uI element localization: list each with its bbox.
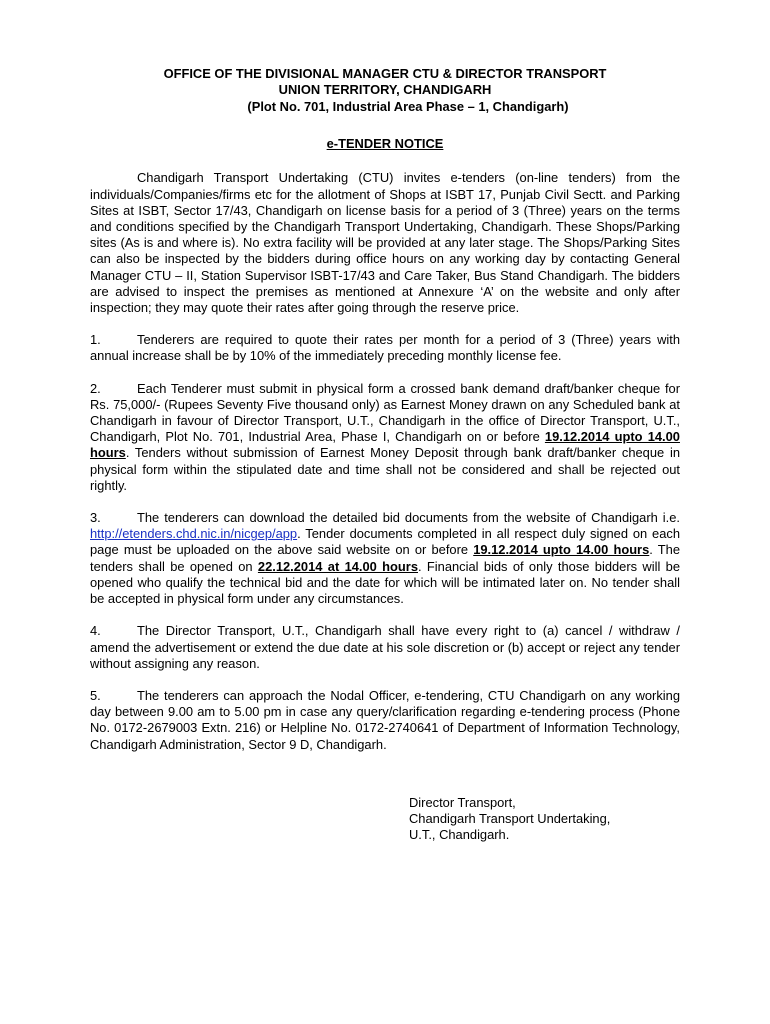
upload-deadline: 19.12.2014 upto 14.00 hours: [473, 542, 650, 558]
clause-number: 4.: [90, 623, 101, 639]
clause-number: 1.: [90, 332, 101, 348]
clause-3: [90, 510, 680, 607]
signature-block: [90, 795, 680, 844]
header-territory: UNION TERRITORY, CHANDIGARH: [278, 82, 492, 98]
clause-number: 2.: [90, 380, 101, 396]
signatory-organisation: Chandigarh Transport Undertaking,: [409, 811, 611, 827]
clause-text: The tenderers can download the detailed bid documents from the website of Chandigarh i.e.: [137, 510, 680, 526]
clause-text: Tenderers are required to quote their rates per month for a period of 3 (Three) years with annual increase shall be by 10% of the immediately preceding monthly license fee.: [90, 332, 680, 364]
tender-notice-page: [90, 66, 680, 844]
notice-title: e-TENDER NOTICE: [326, 136, 444, 152]
clause-text: . Financial bids of only those bidders will be opened who qualify the technical bid and the date for which will be intimated later on. No tender shall be accepted in physical form under any circumstances.: [90, 558, 681, 607]
clause-2: [90, 381, 680, 494]
clause-5: [90, 688, 680, 753]
clause-4: [90, 623, 680, 672]
header-address: (Plot No. 701, Industrial Area Phase – 1, Chandigarh): [247, 98, 569, 114]
clause-number: 5.: [90, 687, 101, 703]
signatory-title: Director Transport,: [409, 794, 516, 810]
etenders-link[interactable]: http://etenders.chd.nic.in/nicgep/app: [90, 526, 298, 542]
clause-text: . The tenders shall be opened on: [90, 542, 680, 574]
clause-text: . Tender documents completed in all respect duly signed on each page must be uploaded on the above said website on or before: [90, 526, 680, 558]
emd-deadline: 19.12.2014 upto 14.00 hours: [90, 429, 680, 461]
office-header: [90, 66, 680, 115]
clause-text: . Tenders without submission of Earnest Money Deposit through bank draft/banker cheque in physical form within the stipulated date and time shall not be considered and shall be rejected out rightly.: [90, 445, 680, 493]
clause-1: [90, 332, 680, 364]
intro-text: Chandigarh Transport Undertaking (CTU) invites e-tenders (on-line tenders) from the individuals/Companies/firms etc for the allotment of Shops at ISBT 17, Punjab Civil Sectt. and Parking Sites at ISBT, Sector 17/43, Chandigarh on license basis for a period of 3 (Three) years on the terms and conditions specified by the Chandigarh Transport Undertaking, Chandigarh. These Shops/Parking sites (As is and where is). No extra facility will be provided at any later stage. The Shops/Parking Sites can also be inspected by the bidders during office hours on any working day by contacting General Manager CTU – II, Station Supervisor ISBT-17/43 and Care Taker, Bus Stand Chandigarh. The bidders are advised to inspect the premises as mentioned at Annexure ‘A’ on the website and only after inspection; they may quote their rates after going through the reserve price.: [90, 170, 680, 316]
signatory-location: U.T., Chandigarh.: [409, 827, 510, 843]
clause-text: Each Tenderer must submit in physical form a crossed bank demand draft/banker cheque for Rs. 75,000/- (Rupees Seventy Five thousand only) as Earnest Money drawn on any Scheduled bank at Chandigarh in favour of Director Transport, U.T., Chandigarh in the office of Director Transport, U.T., Chandigarh, Plot No. 701, Industrial Area, Phase I, Chandigarh on or before: [90, 380, 680, 445]
clause-text: The tenderers can approach the Nodal Officer, e-tendering, CTU Chandigarh on any working day between 9.00 am to 5.00 pm in case any query/clarification regarding e-tendering process (Phone No. 0172-2679003 Extn. 216) or Helpline No. 0172-2740641 of Department of Information Technology, Chandigarh Administration, Sector 9 D, Chandigarh.: [90, 687, 680, 752]
opening-date: 22.12.2014 at 14.00 hours: [257, 558, 418, 574]
header-office-name: OFFICE OF THE DIVISIONAL MANAGER CTU & DIRECTOR TRANSPORT: [163, 66, 607, 81]
intro-paragraph: [90, 170, 680, 316]
clause-text: The Director Transport, U.T., Chandigarh shall have every right to (a) cancel / withdraw / amend the advertisement or extend the due date at his sole discretion or (b) accept or reject any tender without assigning any reason.: [90, 623, 680, 671]
clause-number: 3.: [90, 510, 101, 526]
